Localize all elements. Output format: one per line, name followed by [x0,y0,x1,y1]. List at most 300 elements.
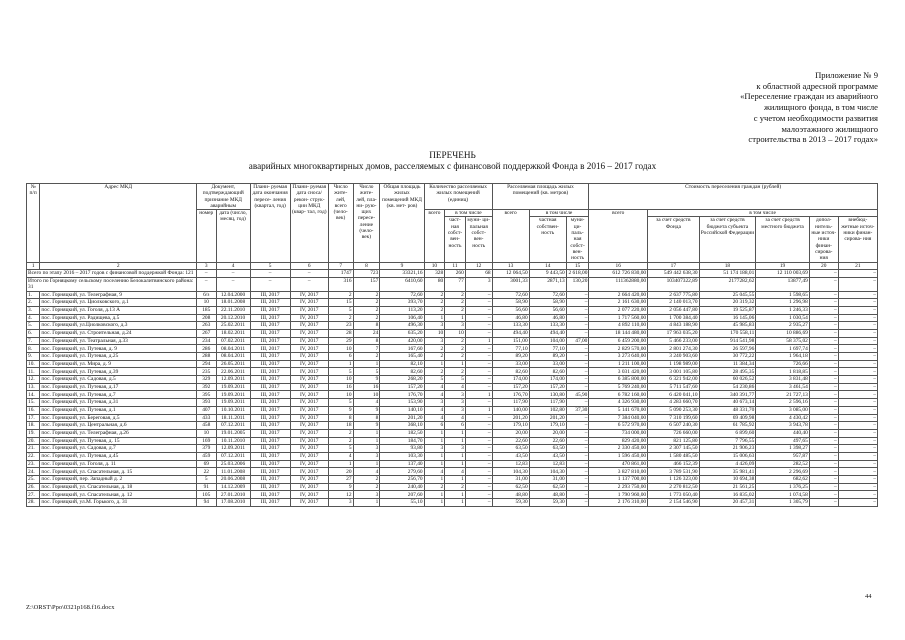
table-cell: 60 026,52 [699,376,756,384]
header-resettle-date: Плани- руемая дата окончания пересе- ления (квартал, год) [250,184,290,263]
table-cell: 1 246,33 [756,306,810,314]
table-cell: – [838,322,877,330]
table-cell: IV, 2017 [290,460,328,468]
table-cell: 240,40 [380,483,424,491]
table-row [27,422,878,430]
table-cell: 3 240 903,60 [648,353,700,361]
table-cell: 174,00 [529,376,566,384]
table-cell: 62,50 [492,483,529,491]
table-cell: 5 711 547,60 [648,383,700,391]
column-index-cell: 8 [353,262,380,270]
table-cell: 12,83 [492,460,529,468]
table-cell: – [838,476,877,484]
summary-row [27,277,878,291]
table-row [27,291,878,299]
column-index-row [27,262,878,270]
table-cell: 6 572 970,00 [589,422,648,430]
table-cell: – [566,368,589,376]
table-cell: 69 [196,460,216,468]
column-index-cell: 6 [290,262,328,270]
table-cell: IV, 2017 [290,406,328,414]
table-cell: 26.05.2011 [216,360,250,368]
table-cell: 2 [328,437,353,445]
table-cell: 821 125,80 [648,437,700,445]
table-cell: 496,30 [380,322,424,330]
housing-table [26,183,878,507]
table-cell: 82,60 [492,368,529,376]
header-area-municipal: муни- ци- паль- ная собст- вен- ность [566,217,589,262]
table-cell: 2 296,69 [756,468,810,476]
table-cell: – [809,499,838,507]
column-index-cell: 5 [250,262,290,270]
table-cell: 1 [353,499,380,507]
table-cell: – [465,368,492,376]
table-cell: 497,65 [756,437,810,445]
table-cell: 5 141 670,00 [589,406,648,414]
table-cell: III, 2017 [250,368,290,376]
table-cell: 2 293 750,00 [589,483,648,491]
header-area-private: частная собствен- ность [529,217,566,262]
table-cell: IV, 2017 [290,360,328,368]
table-cell: IV, 2017 [290,468,328,476]
header-cost-additional: допол- нитель- ные источ- ники финан- сирова- ния [811,217,837,262]
table-row [27,437,878,445]
table-cell: – [465,476,492,484]
table-cell: – [465,306,492,314]
table-cell: IV, 2017 [290,353,328,361]
table-cell: 82,60 [529,368,566,376]
table-cell: 3 461,54 [756,383,810,391]
table-cell: – [465,345,492,353]
table-cell: – [465,291,492,299]
table-row [27,452,878,460]
table-cell: – [838,337,877,345]
table-cell: – [566,476,589,484]
header-count-total: всего [424,210,445,262]
table-cell: 6. [27,329,40,337]
table-cell: 117,90 [492,399,529,407]
table-cell: 1. [27,291,40,299]
table-cell: 12.09.2011 [216,445,250,453]
table-cell: 1 126 323,00 [648,476,700,484]
table-cell: 10 [445,329,466,337]
table-cell: 20,00 [492,429,529,437]
table-row [27,476,878,484]
table-cell: 18 [328,422,353,430]
table-cell: 8 [353,322,380,330]
table-cell: 17 963 035,20 [648,329,700,337]
table-cell: 459 [196,452,216,460]
summary-cell: 3001,33 [492,277,529,291]
summary-cell: – [809,277,838,291]
table-cell: 2 [328,429,353,437]
table-cell: – [566,322,589,330]
table-cell: 420,00 [380,337,424,345]
table-cell: 4 [424,391,445,399]
column-index-cell: 14 [529,262,566,270]
summary-cell: 12 110 003,69 [756,270,810,278]
table-cell: 21 906,23 [699,445,756,453]
table-cell: 494,40 [529,329,566,337]
table-cell: 2 176 310,00 [589,499,648,507]
table-cell: 137,40 [380,460,424,468]
table-cell: 1 [445,314,466,322]
address-cell: пос. Горняцкий, ул. Театральная, д.33 [40,337,197,345]
table-cell: 2 801 274,30 [648,345,700,353]
table-cell: 2 [445,337,466,345]
table-cell: 21. [27,445,40,453]
table-cell: 2 140 013,70 [648,299,700,307]
table-cell: 3 [353,491,380,499]
table-cell: 1 [445,437,466,445]
table-cell: 1 296,98 [756,299,810,307]
table-cell: 28 495,35 [699,368,756,376]
table-cell: 3 [424,445,445,453]
table-cell: – [809,337,838,345]
column-index-cell: 18 [699,262,756,270]
table-cell: 1 [424,437,445,445]
table-cell: 6 321 942,00 [648,376,700,384]
table-cell: 104,30 [529,468,566,476]
table-cell: – [566,299,589,307]
table-cell: 27. [27,491,40,499]
table-cell: – [838,414,877,422]
table-cell: 10 [328,345,353,353]
address-cell: пос. Горняцкий, ул. Мира, д. 9 [40,360,197,368]
table-cell: III, 2017 [250,399,290,407]
table-cell: 4 [424,383,445,391]
table-cell: 77,10 [529,345,566,353]
table-cell: IV, 2017 [290,391,328,399]
table-cell: 5 769 240,00 [589,383,648,391]
table-cell: – [838,360,877,368]
address-cell: пос. Горняцкий, ул. Береговая, д.5 [40,414,197,422]
table-cell: 4 [424,406,445,414]
table-cell: 3 [445,391,466,399]
table-cell: 89,20 [529,353,566,361]
table-cell: – [838,460,877,468]
table-cell: 35 981,41 [699,468,756,476]
table-cell: 58,90 [492,299,529,307]
table-cell: 133,30 [492,322,529,330]
table-cell: 3 [445,445,466,453]
table-cell: – [809,414,838,422]
address-cell: пос. Горняцкий, ул. Садовая, д.5 [40,376,197,384]
table-cell: 179,10 [529,422,566,430]
table-cell: IV, 2017 [290,399,328,407]
table-cell: – [838,376,877,384]
table-cell: 89,20 [492,353,529,361]
table-row [27,399,878,407]
table-cell: 4 [328,452,353,460]
table-cell: 16 145,06 [699,314,756,322]
appendix-line: к областной адресной программе [756,80,878,91]
table-cell: – [566,345,589,353]
address-cell: пос. Горняцкий, ул. Спасательная, д. 15 [40,468,197,476]
table-cell: IV, 2017 [290,329,328,337]
table-cell: IV, 2017 [290,368,328,376]
table-cell: – [465,329,492,337]
table-cell: 11.01.2008 [216,468,250,476]
table-cell: – [566,468,589,476]
table-cell: 48,80 [492,491,529,499]
table-cell: III, 2017 [250,329,290,337]
table-cell: 393 [196,399,216,407]
table-cell: 182,50 [380,429,424,437]
table-cell: – [838,329,877,337]
table-cell: 22,60 [529,437,566,445]
table-cell: 11 384,34 [699,360,756,368]
table-cell: IV, 2017 [290,291,328,299]
table-row [27,368,878,376]
table-cell: 1 717 560,00 [589,314,648,322]
table-cell: – [838,468,877,476]
summary-cell: 2177282,62 [699,277,756,291]
table-cell: 1 137 700,00 [589,476,648,484]
header-cost-total: всего [589,210,648,262]
column-index-cell: 11 [445,262,466,270]
table-row [27,376,878,384]
table-cell: III, 2017 [250,460,290,468]
table-cell: 1 [424,452,445,460]
table-cell: III, 2017 [250,468,290,476]
table-cell: 20,00 [529,429,566,437]
table-cell: III, 2017 [250,429,290,437]
table-cell: – [566,399,589,407]
header-count-private: част- ная собст- вен- ность [445,217,466,262]
table-cell: 23. [27,460,40,468]
table-cell: 3 [353,445,380,453]
table-cell: 10 [196,299,216,307]
table-cell: – [465,299,492,307]
table-cell: 07.12.2011 [216,422,250,430]
table-cell: 21 561,25 [699,483,756,491]
table-cell: III, 2017 [250,291,290,299]
table-cell: 6 899,60 [699,429,756,437]
table-cell: 20.12.2010 [216,314,250,322]
column-index-cell: 15 [566,262,589,270]
table-row [27,383,878,391]
table-cell: 3 831,48 [756,376,810,384]
table-cell: 63,50 [529,445,566,453]
table-row [27,460,878,468]
table-cell: – [838,391,877,399]
table-cell: 2. [27,299,40,307]
table-cell: 1 [328,460,353,468]
table-row [27,406,878,414]
table-cell: – [465,468,492,476]
table-cell: 6 [328,353,353,361]
table-cell: – [465,445,492,453]
table-cell: 1 [353,460,380,468]
table-cell: 207,60 [380,491,424,499]
table-cell: 16 835,02 [699,491,756,499]
table-cell: 9 [328,483,353,491]
table-cell: – [838,299,877,307]
table-cell: 58 375,02 [756,337,810,345]
table-cell: 1 [353,429,380,437]
summary-cell: – [809,270,838,278]
summary-cell: 1747 [328,270,353,278]
table-cell: 140,00 [492,406,529,414]
summary-cell: 68 [465,270,492,278]
table-cell: 61 785,92 [699,422,756,430]
table-cell: 957,87 [756,452,810,460]
table-row [27,360,878,368]
table-cell: 21 727,13 [756,391,810,399]
table-cell: 3 031 420,00 [589,368,648,376]
table-cell: 267 [196,329,216,337]
table-cell: – [566,422,589,430]
table-cell: 1 [424,314,445,322]
table-cell: 2 [353,483,380,491]
table-cell: 1 305,79 [756,499,810,507]
table-cell: III, 2017 [250,406,290,414]
table-row [27,414,878,422]
table-cell: 5 [424,376,445,384]
table-cell: 5 [196,476,216,484]
table-cell: III, 2017 [250,476,290,484]
address-cell: пос. Горняцкий, ул. Радищева, д.5 [40,314,197,322]
table-cell: 1 198 989,00 [648,360,700,368]
table-cell: – [465,452,492,460]
table-cell: 33,00 [492,360,529,368]
table-cell: 07.02.2011 [216,337,250,345]
table-cell: 77,10 [492,345,529,353]
table-cell: 494,40 [492,329,529,337]
summary-cell: 2 618,00 [566,270,589,278]
summary-cell: – [290,270,328,278]
column-index-cell: 20 [809,262,838,270]
table-row [27,391,878,399]
table-cell: 268,20 [380,376,424,384]
table-cell: – [465,422,492,430]
table-cell: 19.01.2005 [216,429,250,437]
table-cell: 9 [353,376,380,384]
column-index-cell: 3 [196,262,216,270]
table-cell: IV, 2017 [290,445,328,453]
table-row [27,299,878,307]
table-cell: 20 457,31 [699,499,756,507]
table-cell: 176,70 [492,391,529,399]
table-row [27,306,878,314]
table-cell: 13. [27,383,40,391]
table-cell: 1 [424,460,445,468]
table-cell: 12.04.2000 [216,291,250,299]
table-cell: – [566,445,589,453]
table-cell: 10.11.2010 [216,437,250,445]
table-cell: 18.01.2008 [216,299,250,307]
table-body [27,262,878,506]
table-cell: 3 001 105,80 [648,368,700,376]
table-cell: 3 [424,337,445,345]
table-cell: 10 [424,329,445,337]
table-cell: 45,90 [566,391,589,399]
summary-cell: 33321,16 [380,270,424,278]
table-cell: 726 660,00 [648,429,700,437]
table-cell: 368,10 [380,422,424,430]
table-cell: 2 [353,476,380,484]
address-cell: пос. Горняцкий, ул. Путевая, д. 9 [40,345,197,353]
header-total-area: Общая площадь жилых помещений МКД (кв. мет- ров) [380,184,424,263]
appendix-line: строительства в 2013 – 2017 годах» [748,134,878,145]
table-cell: – [809,322,838,330]
table-cell: 8. [27,345,40,353]
table-cell: 2 [424,368,445,376]
table-cell: 4 426,09 [699,460,756,468]
table-cell: 7. [27,337,40,345]
header-count-municipal: муни- ци- пальная собст- вен- ность [465,217,492,262]
table-cell: – [809,476,838,484]
table-cell: 2 [424,299,445,307]
table-cell: IV, 2017 [290,476,328,484]
table-cell: – [809,360,838,368]
table-cell: 46,80 [529,314,566,322]
table-cell: III, 2017 [250,391,290,399]
table-cell: 1 [465,406,492,414]
table-cell: III, 2017 [250,314,290,322]
table-header [27,184,878,263]
table-cell: 72,60 [529,291,566,299]
table-cell: 113,20 [380,306,424,314]
table-cell: 6/з [196,291,216,299]
table-cell: 15. [27,399,40,407]
table-cell: 2 270 812,50 [648,483,700,491]
table-cell: 16 [328,383,353,391]
table-cell: 167,60 [380,345,424,353]
table-cell: IV, 2017 [290,429,328,437]
table-cell: – [809,353,838,361]
table-cell: 91 [196,483,216,491]
header-doc-number: номер [196,210,216,262]
table-cell: 5. [27,322,40,330]
document-title [0,150,905,172]
address-cell: пос. Горняцкий, ул. Путевая, д.7 [40,391,197,399]
table-cell: – [465,353,492,361]
table-cell: III, 2017 [250,452,290,460]
header-cost-including: в том числе [648,210,878,217]
table-cell: 1 [445,499,466,507]
table-cell: 1 773 050,40 [648,491,700,499]
header-doc-date: дата (число, месяц, год) [216,210,250,262]
table-cell: 2 307 145,50 [648,445,700,453]
table-cell: 17. [27,414,40,422]
summary-cell: – [250,270,290,278]
table-cell: – [838,291,877,299]
table-cell: 2 [353,299,380,307]
table-cell: III, 2017 [250,299,290,307]
header-resettlement-cost: Стоимость переселения граждан (рублей) [589,184,878,210]
table-cell: 4. [27,314,40,322]
table-cell: 133,30 [529,322,566,330]
table-cell: IV, 2017 [290,299,328,307]
table-cell: 288 [196,353,216,361]
address-cell: пос. Горняцкий, ул. Путевая, д.1 [40,406,197,414]
appendix-line: жилищного фонда, в том числе [763,102,878,113]
table-cell: 3 [445,322,466,330]
column-index-cell: 10 [424,262,445,270]
table-cell: – [809,445,838,453]
header-area-total: всего [492,210,529,262]
table-cell: 1 376,25 [756,483,810,491]
table-cell: 151,00 [492,337,529,345]
table-cell: 201,20 [380,414,424,422]
address-cell: пос. Горняцкий, ул. Садовая, д.7 [40,445,197,453]
table-cell: – [465,414,492,422]
table-cell: – [566,314,589,322]
table-cell: 12,83 [529,460,566,468]
summary-cell: 549 442 638,30 [648,270,700,278]
